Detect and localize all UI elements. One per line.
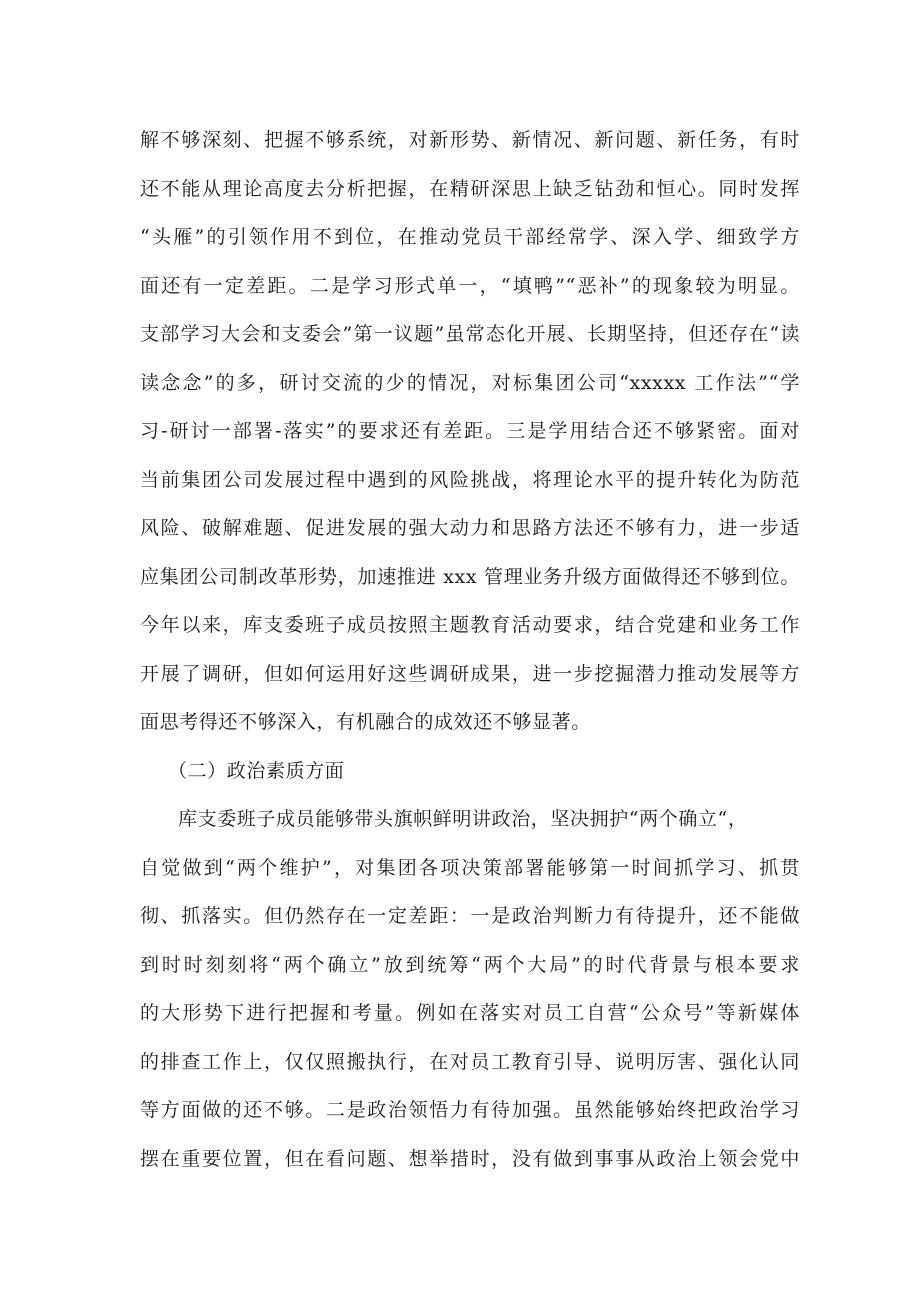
paragraph-line: 习-研讨一部署-落实”的要求还有差距。三是学用结合还不够紧密。面对	[140, 420, 800, 442]
paragraph-line: 的大形势下进行把握和考量。例如在落实对员工自营“公众号”等新媒体	[140, 1002, 800, 1024]
paragraph-line: 还不能从理论高度去分析把握，在精研深思上缺乏钻劲和恒心。同时发挥	[140, 177, 800, 200]
paragraph-line: 应集团公司制改革形势，加速推进 xxx 管理业务升级方面做得还不够到位。	[140, 565, 800, 588]
document-body	[140, 116, 800, 1183]
paragraph-line: 今年以来，库支委班子成员按照主题教育活动要求，结合党建和业务工作	[140, 614, 800, 636]
section-heading: （二）政治素质方面	[168, 759, 345, 782]
paragraph-line: 风险、破解难题、促进发展的强大动力和思路方法还不够有力，进一步适	[140, 517, 800, 539]
paragraph-line: 支部学习大会和支委会”第一议题”虽常态化开展、长期坚持，但还存在“读	[140, 323, 800, 345]
paragraph-line: 开展了调研，但如何运用好这些调研成果，进一步挖掘潜力推动发展等方	[140, 662, 800, 685]
paragraph-line: “头雁”的引领作用不到位，在推动党员干部经常学、深入学、细致学方	[140, 226, 800, 248]
paragraph-line: 面还有一定差距。二是学习形式单一，“填鸭”“恶补”的现象较为明显。	[140, 274, 800, 297]
paragraph-line: 面思考得还不够深入，有机融合的成效还不够显著。	[140, 711, 591, 733]
paragraph-line: 解不够深刻、把握不够系统，对新形势、新情况、新问题、新任务，有时	[140, 129, 800, 151]
paragraph-line: 等方面做的还不够。二是政治领悟力有待加强。虽然能够始终把政治学习	[140, 1099, 800, 1121]
paragraph-line: 的排查工作上，仅仅照搬执行，在对员工教育引导、说明厉害、强化认同	[140, 1050, 800, 1073]
paragraph-line: 自觉做到“两个维护”，对集团各项决策部署能够第一时间抓学习、抓贯	[140, 856, 800, 879]
paragraph-line: 到时时刻刻将“两个确立”放到统筹“两个大局”的时代背景与根本要求	[140, 953, 800, 976]
paragraph-line: 库支委班子成员能够带头旗帜鲜明讲政治，坚决拥护“两个确立“，	[178, 808, 748, 830]
paragraph-line: 摆在重要位置，但在看问题、想举措时，没有做到事事从政治上领会党中	[140, 1147, 800, 1170]
paragraph-line: 读念念”的多，研讨交流的少的情况，对标集团公司“xxxxx 工作法”“学	[140, 371, 800, 394]
paragraph-line: 当前集团公司发展过程中遇到的风险挑战，将理论水平的提升转化为防范	[140, 468, 800, 491]
paragraph-line: 彻、抓落实。但仍然存在一定差距：一是政治判断力有待提升，还不能做	[140, 905, 800, 927]
